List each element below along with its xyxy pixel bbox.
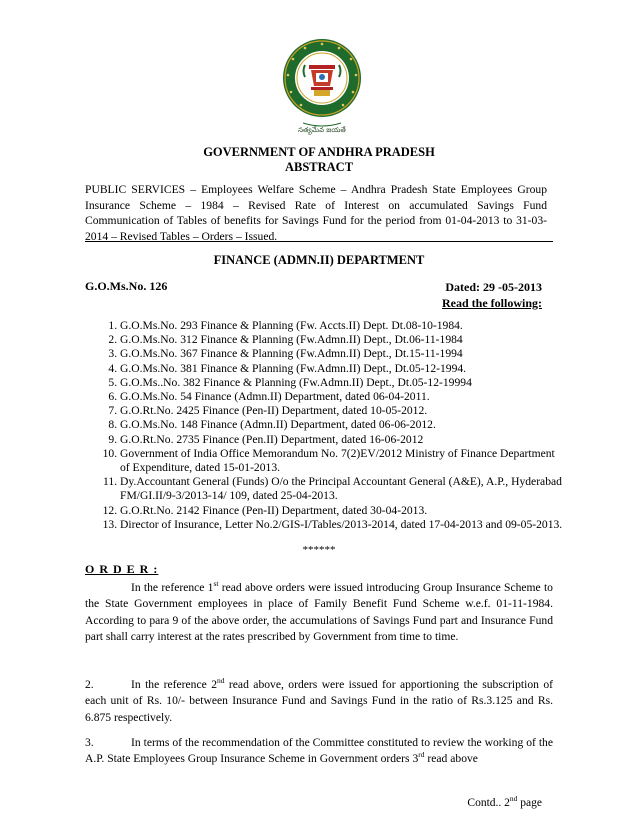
government-heading: GOVERNMENT OF ANDHRA PRADESH (203, 145, 435, 159)
order-paragraph-3: 3. In terms of the recommendation of the Committee constituted to review the working of the A.P. State Employees Group Insurance Scheme in Government orders 3rd read above (85, 736, 553, 766)
go-number: G.O.Ms.No. 126 (85, 279, 168, 293)
reference-item: 3. G.O.Ms.No. 367 Finance & Planning (Fw.Admn.II) Dept., Dt.15-11-1994 (120, 347, 565, 361)
order-paragraph-1: In the reference 1st read above orders were issued introducing Group Insurance Scheme to the State Government employees in place of Family Benefit Fund Scheme w.e.f. 01-11-1984. According to para 9 of the above order, the accumulations of Savings Fund part and Insurance Fund part shall carry interest at the rates prescribed by Government from time to time. (85, 579, 553, 643)
go-date: Dated: 29 -05-2013 (445, 280, 542, 294)
svg-text:సత్యమేవ జయతే: సత్యమేవ జయతే (298, 126, 346, 134)
reference-item: 8. G.O.Ms.No. 148 Finance (Admn.II) Department, dated 06-06-2012. (120, 418, 565, 432)
reference-item: 13. Director of Insurance, Letter No.2/GIS-I/Tables/2013-2014, dated 17-04-2013 and 09-05-2013. (120, 518, 565, 532)
divider (85, 241, 553, 242)
reference-item: 5. G.O.Ms..No. 382 Finance & Planning (Fw.Admn.II) Dept., Dt.05-12-19994 (120, 376, 565, 390)
reference-item: 10. Government of India Office Memorandum No. 7(2)EV/2012 Ministry of Finance Department of Expenditure, dated 15-01-2013. (120, 447, 565, 475)
andhra-pradesh-emblem (281, 37, 363, 141)
reference-item: 7. G.O.Rt.No. 2425 Finance (Pen-II) Department, dated 10-05-2012. (120, 404, 565, 418)
reference-item: 2. G.O.Ms.No. 312 Finance & Planning (Fw.Admn.II) Dept., Dt.06-11-1984 (120, 333, 565, 347)
reference-item: 6. G.O.Ms.No. 54 Finance (Admn.II) Department, dated 06-04-2011. (120, 390, 565, 404)
continued-note: Contd.. 2nd page (467, 794, 542, 809)
abstract-heading: ABSTRACT (284, 160, 354, 174)
order-paragraph-2: 2. In the reference 2nd read above, orders were issued for apportioning the subscription of each unit of Rs. 10/- between Insurance Fund and Savings Fund in the ratio of Rs.3.125 and Rs. 6.875 respectively. (85, 676, 553, 724)
reference-item: 12. G.O.Rt.No. 2142 Finance (Pen-II) Department, dated 30-04-2013. (120, 504, 565, 518)
abstract-subject: PUBLIC SERVICES – Employees Welfare Scheme – Andhra Pradesh State Employees Group Insurance Scheme – 1984 – Revised Rate of Interest on accumulated Savings Fund Communication of Tables of benefits for Savings Fund for the period from 01-04-2013 to 31-03-2014 – Revised Tables – Orders – Issued. (85, 183, 547, 243)
reference-item: 4. G.O.Ms.No. 381 Finance & Planning (Fw.Admn.II) Dept., Dt.05-12-1994. (120, 362, 565, 376)
date-block (442, 279, 542, 311)
department-heading: FINANCE (ADMN.II) DEPARTMENT (213, 253, 425, 267)
reference-item: 11. Dy.Accountant General (Funds) O/o the Principal Accountant General (A&E), A.P., Hyderabad FM/GI.II/9-3/2013-14/ 109, dated 25-04-2013. (120, 475, 565, 503)
reference-list (103, 319, 565, 532)
separator: ****** (302, 544, 336, 556)
reference-item: 9. G.O.Rt.No. 2735 Finance (Pen.II) Department, dated 16-06-2012 (120, 433, 565, 447)
order-heading: O R D E R : (85, 562, 159, 576)
reference-item: 1. G.O.Ms.No. 293 Finance & Planning (Fw. Accts.II) Dept. Dt.08-10-1984. (120, 319, 565, 333)
read-following-label: Read the following: (442, 296, 542, 310)
